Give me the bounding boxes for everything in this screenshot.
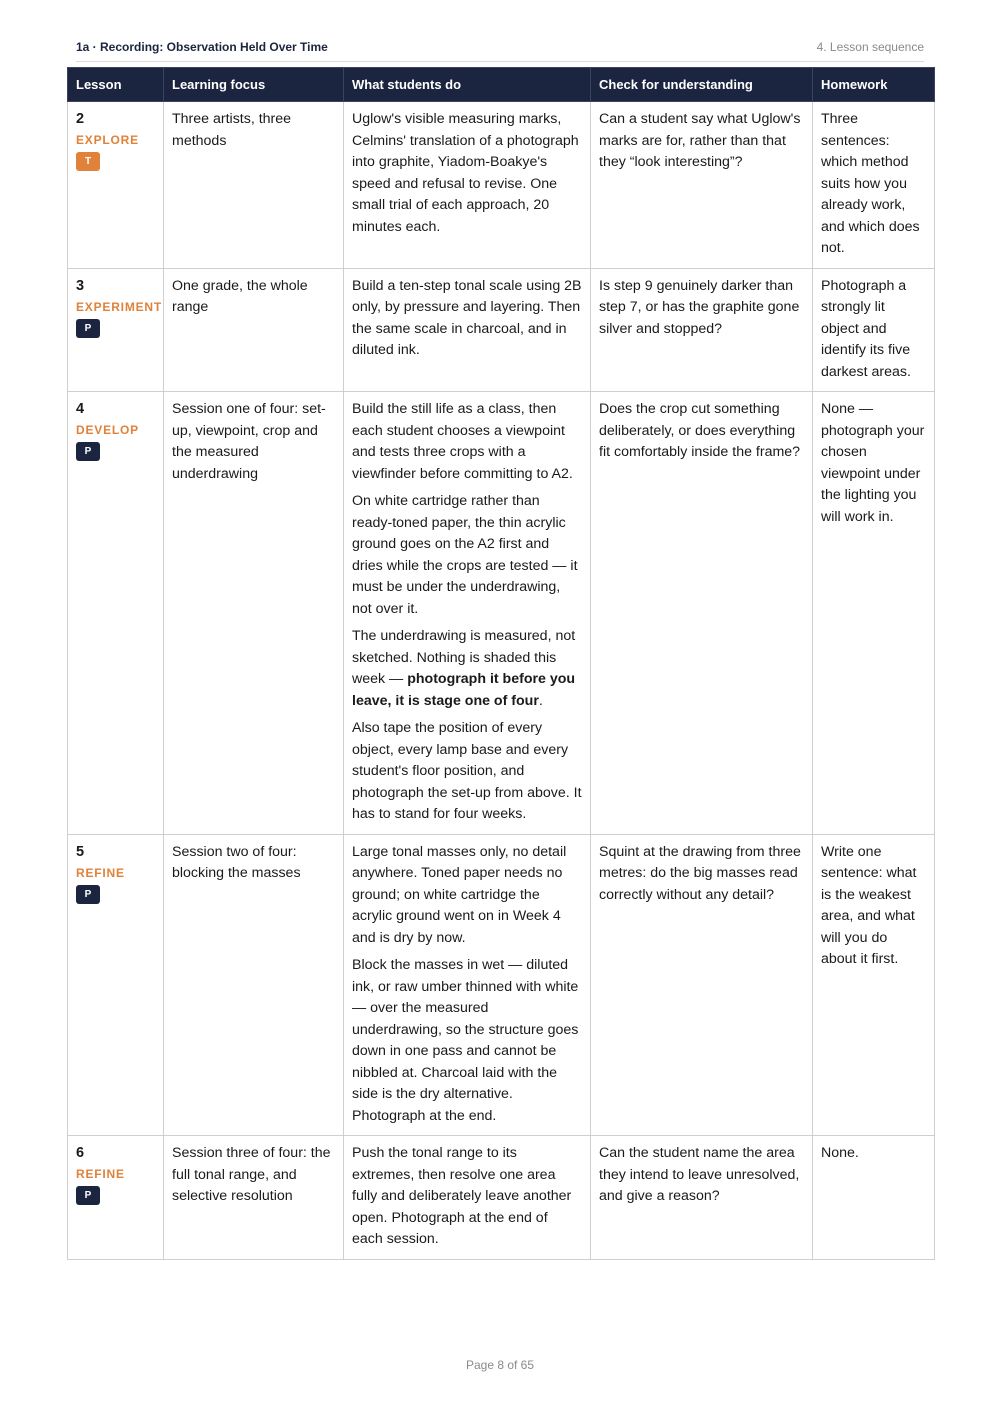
type-badge: P bbox=[76, 885, 100, 904]
lesson-cell bbox=[68, 392, 164, 835]
activities-cell bbox=[344, 392, 591, 835]
learning-focus-cell: Session two of four: blocking the masses bbox=[164, 834, 344, 1136]
stage-label: DEVELOP bbox=[76, 423, 139, 437]
type-badge: P bbox=[76, 1186, 100, 1205]
type-badge: P bbox=[76, 442, 100, 461]
activity-paragraph: Uglow's visible measuring marks, Celmins' translation of a photograph into graphite, Yiadom-Boakye's speed and refusal to revise. One small trial of each approach, 20 minutes each. bbox=[352, 111, 579, 235]
table-row bbox=[68, 1136, 935, 1260]
activity-paragraph: Large tonal masses only, no detail anywhere. Toned paper needs no ground; on white cartridge the acrylic ground went on in Week 4 and is dry by now. bbox=[352, 843, 567, 946]
section-label: 4. Lesson sequence bbox=[816, 40, 924, 54]
activities-cell bbox=[344, 1136, 591, 1260]
type-badge: T bbox=[76, 152, 100, 171]
page-number: Page 8 of 65 bbox=[465, 1358, 535, 1372]
column-header-homework: Homework bbox=[813, 68, 935, 102]
check-cell: Does the crop cut something deliberately, or does everything fit comfortably inside the frame? bbox=[591, 392, 813, 835]
document-title: 1a · Recording: Observation Held Over Time bbox=[76, 40, 328, 54]
table-row bbox=[68, 268, 935, 392]
lesson-cell bbox=[68, 1136, 164, 1260]
activity-paragraph: Block the masses in wet — diluted ink, or raw umber thinned with white — over the measured underdrawing, so the structure goes down in one pass and cannot be nibbled at. Charcoal laid with the side is the dry alternative. Photograph at the end. bbox=[352, 957, 579, 1124]
check-cell: Is step 9 genuinely darker than step 7, or has the graphite gone silver and stopped? bbox=[591, 268, 813, 392]
check-cell: Can the student name the area they intend to leave unresolved, and give a reason? bbox=[591, 1136, 813, 1260]
activity-paragraph: Build the still life as a class, then each student chooses a viewpoint and tests three crops with a viewfinder before committing to A2. bbox=[352, 401, 573, 482]
activity-paragraph bbox=[352, 626, 582, 712]
column-header-lesson: Lesson bbox=[68, 68, 164, 102]
check-cell: Can a student say what Uglow's marks are for, rather than that they “look interesting”? bbox=[591, 102, 813, 269]
table-row bbox=[68, 392, 935, 835]
lesson-number: 5 bbox=[76, 843, 85, 860]
homework-cell: None — photograph your chosen viewpoint under the lighting you will work in. bbox=[813, 392, 935, 835]
lesson-number: 6 bbox=[76, 1145, 85, 1161]
activity-paragraph: Push the tonal range to its extremes, then resolve one area fully and deliberately leave another open. Photograph at the end of each session. bbox=[352, 1145, 572, 1247]
table-row bbox=[68, 102, 935, 269]
stage-label: EXPERIMENT bbox=[76, 299, 163, 314]
learning-focus-cell: Session one of four: set-up, viewpoint, crop and the measured underdrawing bbox=[164, 392, 344, 835]
activity-text: The underdrawing is measured, not sketched. Nothing is shaded this week — bbox=[352, 628, 576, 687]
activity-paragraph: Also tape the position of every object, every lamp base and every student's floor position, and photograph the set-up from above. It has to stand for four weeks. bbox=[352, 720, 582, 822]
stage-label: REFINE bbox=[76, 1167, 125, 1181]
type-badge: P bbox=[76, 319, 100, 338]
table-header-row bbox=[68, 68, 935, 102]
table-row bbox=[68, 834, 935, 1136]
lesson-cell bbox=[68, 102, 164, 269]
column-header-learning-focus: Learning focus bbox=[164, 68, 344, 102]
activity-emphasis: photograph it before you leave, it is stage one of four bbox=[352, 671, 576, 709]
activity-paragraph: On white cartridge rather than ready-toned paper, the thin acrylic ground goes on the A2 first and dries while the crops are tested — it must be under the underdrawing, not over it. bbox=[352, 493, 578, 617]
homework-cell: Photograph a strongly lit object and identify its five darkest areas. bbox=[813, 268, 935, 392]
learning-focus-cell: One grade, the whole range bbox=[164, 268, 344, 392]
lesson-number: 4 bbox=[76, 401, 85, 417]
lesson-number: 3 bbox=[76, 277, 85, 294]
column-header-check-for-understanding: Check for understanding bbox=[591, 68, 813, 102]
page-header bbox=[76, 37, 924, 62]
activity-paragraph: Build a ten-step tonal scale using 2B only, by pressure and layering. Then the same scale in charcoal, and in diluted ink. bbox=[352, 277, 582, 358]
activities-cell bbox=[344, 102, 591, 269]
learning-focus-cell: Three artists, three methods bbox=[164, 102, 344, 269]
activities-cell bbox=[344, 834, 591, 1136]
stage-label: EXPLORE bbox=[76, 133, 139, 147]
lesson-number: 2 bbox=[76, 111, 85, 127]
lesson-cell bbox=[68, 834, 164, 1136]
learning-focus-cell: Session three of four: the full tonal range, and selective resolution bbox=[164, 1136, 344, 1260]
homework-cell: Write one sentence: what is the weakest area, and what will you do about it first. bbox=[813, 834, 935, 1136]
activity-text: . bbox=[538, 692, 543, 709]
column-header-what-students-do: What students do bbox=[344, 68, 591, 102]
homework-cell: None. bbox=[813, 1136, 935, 1260]
check-cell: Squint at the drawing from three metres: do the big masses read correctly without any detail? bbox=[591, 834, 813, 1136]
stage-label: REFINE bbox=[76, 865, 125, 880]
activities-cell bbox=[344, 268, 591, 392]
lesson-sequence-table bbox=[67, 67, 935, 1260]
lesson-cell bbox=[68, 268, 164, 392]
homework-cell: Three sentences: which method suits how you already work, and which does not. bbox=[813, 102, 935, 269]
